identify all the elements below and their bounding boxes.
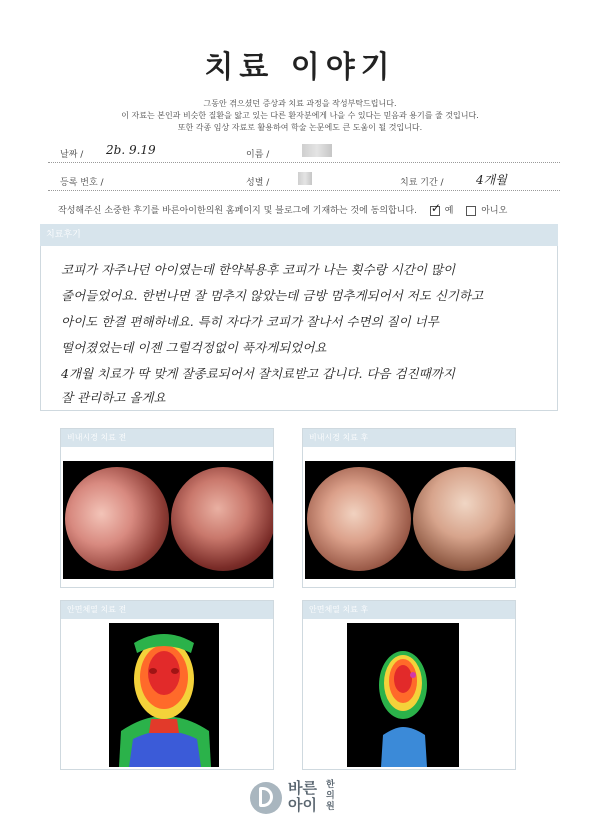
review-box xyxy=(40,246,558,411)
endo-before-heading: 비내시경 치료 전 xyxy=(61,429,273,447)
period-value: 4개월 xyxy=(476,173,507,187)
consent-yes-label: 예 xyxy=(444,206,454,216)
consent-row xyxy=(58,203,507,216)
intro-line: 이 자료는 본인과 비슷한 질환을 앓고 있는 다른 환자분에게 나을 수 있다는 믿음과 용기를 줄 것입니다. xyxy=(121,111,479,120)
thermal-after-image xyxy=(347,623,459,767)
endo-before-image xyxy=(63,461,273,579)
thermal-before-image xyxy=(109,623,219,767)
review-line: 4개월 치료가 딱 맞게 잘종료되어서 잘치료받고 갑니다. 다음 검진때까지 xyxy=(61,366,455,381)
thermal-after-heading: 안면체열 치료 후 xyxy=(303,601,515,619)
intro-line: 그동안 겪으셨던 증상과 치료 과정을 작성부탁드립니다. xyxy=(203,99,397,108)
intro-text xyxy=(0,98,600,134)
review-heading: 치료후기 xyxy=(40,224,558,246)
logo-mark-icon xyxy=(250,782,282,814)
reg-label: 등록 번호 / xyxy=(60,178,104,188)
date-value: 2b. 9.19 xyxy=(106,143,156,157)
consent-no-label: 아니오 xyxy=(481,206,508,216)
info-row-2 xyxy=(48,168,560,191)
intro-line: 또한 각종 임상 자료로 활용하여 학술 논문에도 큰 도움이 될 것입니다. xyxy=(177,123,423,132)
name-label: 이름 / xyxy=(246,150,270,160)
logo-text-line2: 아이 xyxy=(288,796,317,814)
gender-redacted xyxy=(298,172,312,185)
review-line: 아이도 한결 편해하네요. 특히 자다가 코피가 잘나서 수면의 질이 너무 xyxy=(61,314,439,329)
endo-before-panel xyxy=(60,428,274,588)
consent-text: 작성해주신 소중한 후기를 바른아이한의원 홈페이지 및 블로그에 기재하는 것에 동의합니다. xyxy=(58,206,417,216)
logo-text-vertical: 한의원 xyxy=(326,780,335,812)
period-label: 치료 기간 / xyxy=(400,178,444,188)
review-line: 떨어졌었는데 이젠 그럴걱정없이 푹자게되었어요 xyxy=(61,340,327,355)
endo-after-image xyxy=(305,461,515,579)
review-line: 줄어들었어요. 한번나면 잘 멈추지 않았는데 금방 멈추게되어서 저도 신기하고 xyxy=(61,288,484,303)
thermal-before-heading: 안면체열 치료 전 xyxy=(61,601,273,619)
thermal-before-figure xyxy=(109,623,219,767)
logo-text-line1: 바른 xyxy=(288,779,317,797)
info-row-1 xyxy=(48,140,560,163)
date-label: 날짜 / xyxy=(60,150,84,160)
thermal-before-panel xyxy=(60,600,274,770)
consent-no-checkbox[interactable] xyxy=(466,206,476,216)
review-line: 잘 관리하고 올게요 xyxy=(61,390,166,405)
consent-yes-checkbox[interactable] xyxy=(430,206,440,216)
endo-after-panel xyxy=(302,428,516,588)
review-line: 코피가 자주나던 아이였는데 한약복용후 코피가 나는 횟수랑 시간이 많이 xyxy=(61,262,456,277)
gender-label: 성별 / xyxy=(246,178,270,188)
thermal-after-figure xyxy=(347,623,459,767)
endo-after-heading: 비내시경 치료 후 xyxy=(303,429,515,447)
page-title: 치료 이야기 xyxy=(204,50,396,85)
thermal-after-panel xyxy=(302,600,516,770)
clinic-logo xyxy=(250,780,360,814)
name-redacted xyxy=(302,144,332,157)
